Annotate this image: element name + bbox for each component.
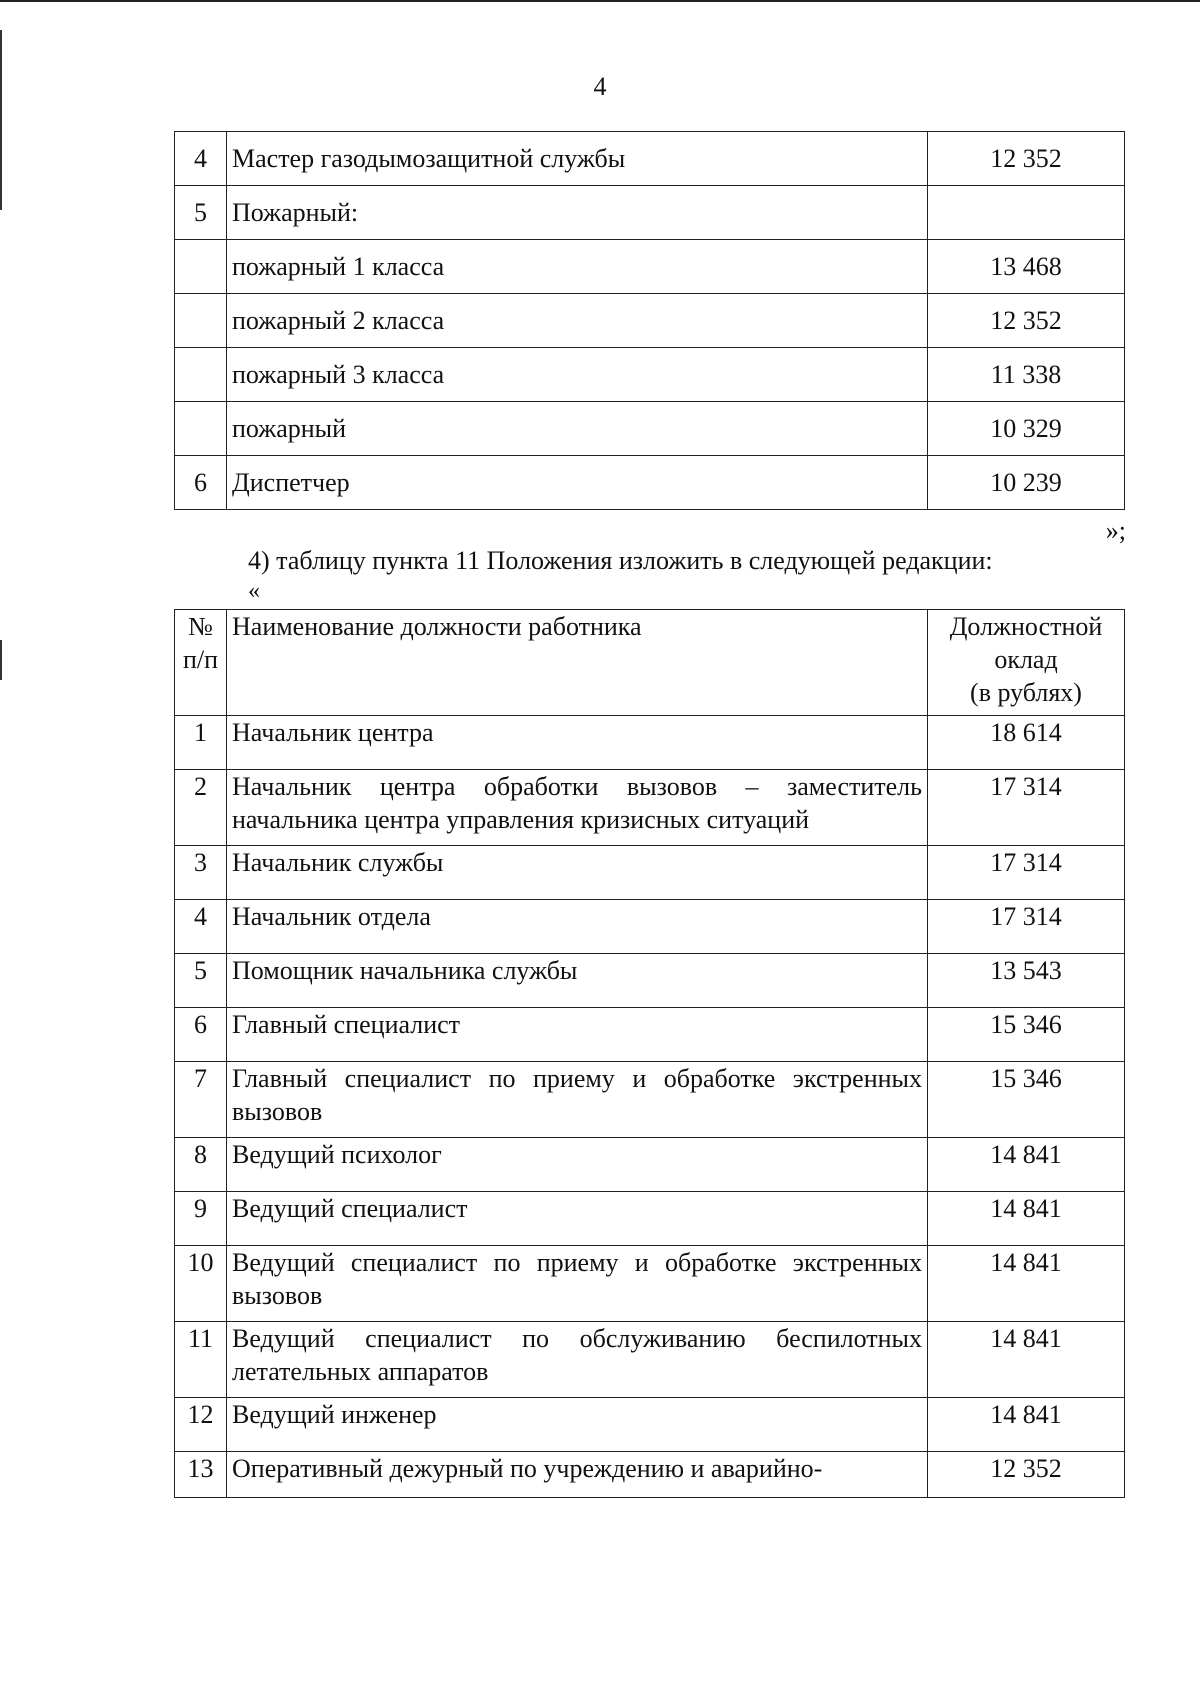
table-row xyxy=(175,294,1125,348)
position-name: Диспетчер xyxy=(227,456,928,510)
table-row xyxy=(175,900,1125,954)
row-number: 2 xyxy=(175,770,227,846)
salary-value: 14 841 xyxy=(928,1246,1125,1322)
position-name: Начальник службы xyxy=(227,846,928,900)
row-number: 12 xyxy=(175,1398,227,1452)
amendment-instruction: 4) таблицу пункта 11 Положения изложить в следующей редакции: xyxy=(248,546,993,575)
salary-value: 17 314 xyxy=(928,770,1125,846)
table-row xyxy=(175,1138,1125,1192)
row-number: 6 xyxy=(175,456,227,510)
table-row xyxy=(175,1192,1125,1246)
table-row xyxy=(175,1246,1125,1322)
salary-table xyxy=(174,609,1125,1498)
position-name: Начальник центра xyxy=(227,716,928,770)
table-row xyxy=(175,402,1125,456)
position-name: пожарный 2 класса xyxy=(227,294,928,348)
header-position-name: Наименование должности работника xyxy=(227,610,928,716)
table-header-row xyxy=(175,610,1125,716)
position-name: Помощник начальника службы xyxy=(227,954,928,1008)
row-number: 8 xyxy=(175,1138,227,1192)
salary-value: 17 314 xyxy=(928,900,1125,954)
row-number: 10 xyxy=(175,1246,227,1322)
salary-value: 12 352 xyxy=(928,294,1125,348)
position-name: Главный специалист по приему и обработке экстренных вызовов xyxy=(227,1062,928,1138)
salary-value: 13 468 xyxy=(928,240,1125,294)
table-row xyxy=(175,1452,1125,1498)
row-number xyxy=(175,240,227,294)
row-number: 3 xyxy=(175,846,227,900)
salary-value: 18 614 xyxy=(928,716,1125,770)
header-number: № п/п xyxy=(175,610,227,716)
row-number: 13 xyxy=(175,1452,227,1498)
closing-quote: »; xyxy=(1105,516,1126,545)
row-number: 7 xyxy=(175,1062,227,1138)
page-number: 4 xyxy=(593,72,607,101)
row-number xyxy=(175,348,227,402)
salary-value: 17 314 xyxy=(928,846,1125,900)
position-name: Оперативный дежурный по учреждению и аварийно- xyxy=(227,1452,928,1498)
row-number xyxy=(175,402,227,456)
row-number: 4 xyxy=(175,132,227,186)
position-name: пожарный 1 класса xyxy=(227,240,928,294)
positions-table-continued xyxy=(174,131,1125,510)
position-name: пожарный xyxy=(227,402,928,456)
position-name: Ведущий специалист по обслуживанию беспилотных летательных аппаратов xyxy=(227,1322,928,1398)
positions-table-continued-body xyxy=(175,132,1125,510)
row-number: 11 xyxy=(175,1322,227,1398)
salary-value: 14 841 xyxy=(928,1398,1125,1452)
table-row xyxy=(175,1322,1125,1398)
salary-value xyxy=(928,186,1125,240)
salary-value: 14 841 xyxy=(928,1322,1125,1398)
salary-value: 12 352 xyxy=(928,132,1125,186)
salary-value: 15 346 xyxy=(928,1008,1125,1062)
salary-value: 10 239 xyxy=(928,456,1125,510)
row-number: 4 xyxy=(175,900,227,954)
table-row xyxy=(175,348,1125,402)
table-row xyxy=(175,770,1125,846)
row-number: 5 xyxy=(175,186,227,240)
row-number: 9 xyxy=(175,1192,227,1246)
scan-edge-left-lower xyxy=(0,640,2,680)
position-name: Ведущий специалист по приему и обработке экстренных вызовов xyxy=(227,1246,928,1322)
position-name: Пожарный: xyxy=(227,186,928,240)
salary-value: 12 352 xyxy=(928,1452,1125,1498)
scan-edge-top xyxy=(0,0,1200,2)
table-row xyxy=(175,456,1125,510)
salary-value: 11 338 xyxy=(928,348,1125,402)
opening-quote: « xyxy=(248,578,260,604)
position-name: Ведущий психолог xyxy=(227,1138,928,1192)
position-name: Мастер газодымозащитной службы xyxy=(227,132,928,186)
header-salary: Должностной оклад (в рублях) xyxy=(928,610,1125,716)
position-name: Начальник отдела xyxy=(227,900,928,954)
table-row xyxy=(175,1062,1125,1138)
row-number: 1 xyxy=(175,716,227,770)
table-row xyxy=(175,716,1125,770)
salary-table-body xyxy=(175,610,1125,1498)
table-row xyxy=(175,1398,1125,1452)
table-row xyxy=(175,186,1125,240)
salary-value: 14 841 xyxy=(928,1138,1125,1192)
salary-value: 13 543 xyxy=(928,954,1125,1008)
table-row xyxy=(175,132,1125,186)
row-number xyxy=(175,294,227,348)
table-row xyxy=(175,1008,1125,1062)
scan-edge-left xyxy=(0,30,2,210)
salary-value: 10 329 xyxy=(928,402,1125,456)
salary-value: 15 346 xyxy=(928,1062,1125,1138)
position-name: Начальник центра обработки вызовов – заместитель начальника центра управления кризисных ситуаций xyxy=(227,770,928,846)
position-name: Ведущий специалист xyxy=(227,1192,928,1246)
position-name: Главный специалист xyxy=(227,1008,928,1062)
table-row xyxy=(175,954,1125,1008)
row-number: 6 xyxy=(175,1008,227,1062)
position-name: Ведущий инженер xyxy=(227,1398,928,1452)
position-name: пожарный 3 класса xyxy=(227,348,928,402)
table-row xyxy=(175,240,1125,294)
salary-value: 14 841 xyxy=(928,1192,1125,1246)
table-row xyxy=(175,846,1125,900)
row-number: 5 xyxy=(175,954,227,1008)
